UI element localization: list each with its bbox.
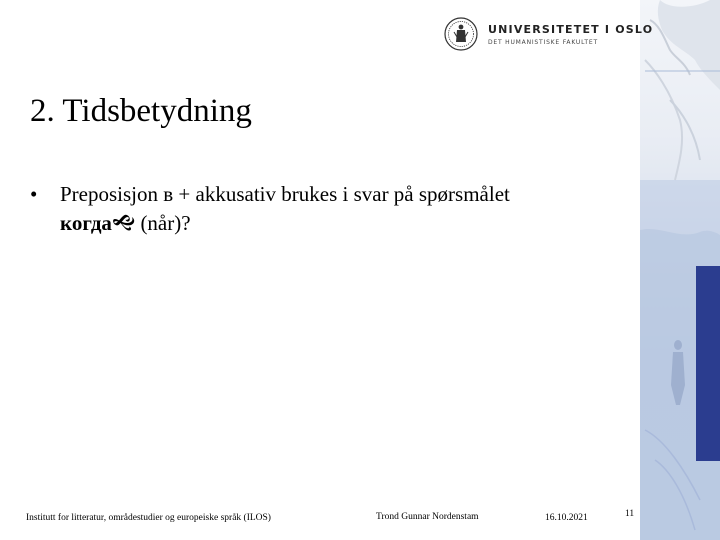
bullet-text-line2: (når)? xyxy=(135,211,191,235)
footer-author: Trond Gunnar Nordenstam xyxy=(376,512,479,522)
logo-university-name: UNIVERSITETET I OSLO xyxy=(488,22,654,36)
slide-title: 2. Tidsbetydning xyxy=(30,93,252,129)
bullet-text-line1: Preposisjon в + akkusativ brukes i svar på spørsmålet xyxy=(60,182,510,206)
footer-page-number: 11 xyxy=(625,509,635,519)
bullet-list xyxy=(30,180,620,238)
bullet-marker: • xyxy=(30,182,38,206)
statue-illustration xyxy=(640,0,720,540)
decorative-side-strip xyxy=(640,0,720,540)
university-logo xyxy=(444,14,653,54)
bullet-keyword: когда xyxy=(60,211,112,235)
bullet-item xyxy=(30,180,620,238)
footer-institute: Institutt for litteratur, områdestudier og europeiske språk (ILOS) xyxy=(26,513,271,523)
logo-faculty-name: DET HUMANISTISKE FAKULTET xyxy=(488,38,598,46)
university-seal-icon xyxy=(444,17,478,51)
wingding-symbol: 🙝 xyxy=(111,211,136,235)
footer-date: 16.10.2021 xyxy=(545,513,588,523)
